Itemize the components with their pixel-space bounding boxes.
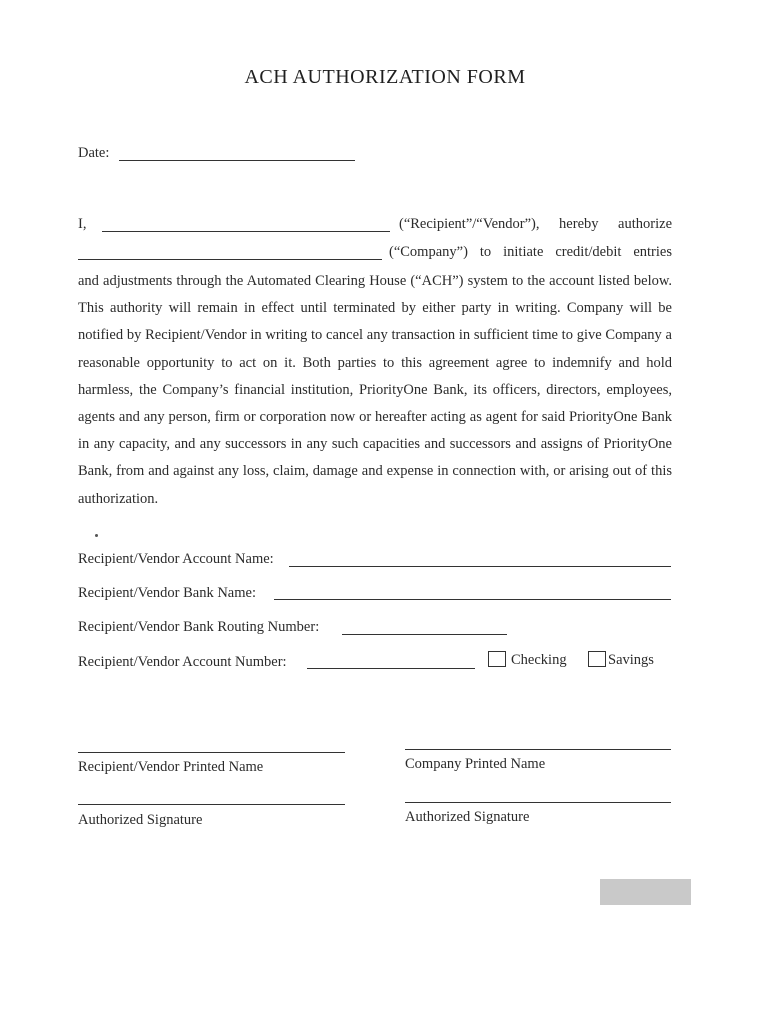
routing-number-label: Recipient/Vendor Bank Routing Number: [78, 619, 320, 635]
recipient-name-field[interactable] [102, 231, 390, 232]
intro-line2-tail: (“Company”) to initiate credit/debit entries [389, 244, 672, 260]
intro-prefix: I, [78, 216, 87, 232]
gray-block[interactable] [600, 879, 691, 905]
checking-checkbox[interactable] [488, 651, 506, 667]
account-name-label: Recipient/Vendor Account Name: [78, 551, 274, 567]
speck [95, 534, 98, 537]
form-title: ACH AUTHORIZATION FORM [244, 66, 526, 88]
intro-line1-tail: (“Recipient”/“Vendor”), hereby authorize [399, 216, 672, 232]
company-signature-line[interactable] [405, 802, 671, 803]
company-signature-label: Authorized Signature [405, 809, 530, 825]
savings-checkbox[interactable] [588, 651, 606, 667]
company-printed-name-label: Company Printed Name [405, 756, 546, 772]
checking-label: Checking [511, 652, 567, 668]
routing-number-field[interactable] [342, 634, 507, 635]
account-number-field[interactable] [307, 668, 475, 669]
company-name-field[interactable] [78, 259, 382, 260]
date-field[interactable] [119, 160, 355, 161]
recipient-printed-name-label: Recipient/Vendor Printed Name [78, 759, 264, 775]
recipient-signature-label: Authorized Signature [78, 812, 203, 828]
bank-name-label: Recipient/Vendor Bank Name: [78, 585, 256, 601]
account-number-label: Recipient/Vendor Account Number: [78, 654, 287, 670]
bank-name-field[interactable] [274, 599, 671, 600]
company-printed-name-line[interactable] [405, 749, 671, 750]
savings-label: Savings [608, 652, 654, 668]
account-name-field[interactable] [289, 566, 671, 567]
authorization-paragraph: and adjustments through the Automated Clearing House (“ACH”) system to the account listed below. This authority will remain in effect until terminated by either party in writing. Company will be notified by Recipient/Vendor in writing to cancel any transaction in sufficient time to give Company a reasonable opportunity to act on it. Both parties to this agreement agree to indemnify and hold harmless, the Company’s financial institution, PriorityOne Bank, its officers, directors, employees, agents and any person, firm or corporation now or hereafter acting as agent for said PriorityOne Bank in any capacity, and any successors in any such capacities and successors and assigns of PriorityOne Bank, from and against any loss, claim, damage and expense in connection with, or arising out of this authorization. [78, 273, 672, 507]
recipient-printed-name-line[interactable] [78, 752, 345, 753]
date-label: Date: [78, 145, 110, 161]
recipient-signature-line[interactable] [78, 804, 345, 805]
